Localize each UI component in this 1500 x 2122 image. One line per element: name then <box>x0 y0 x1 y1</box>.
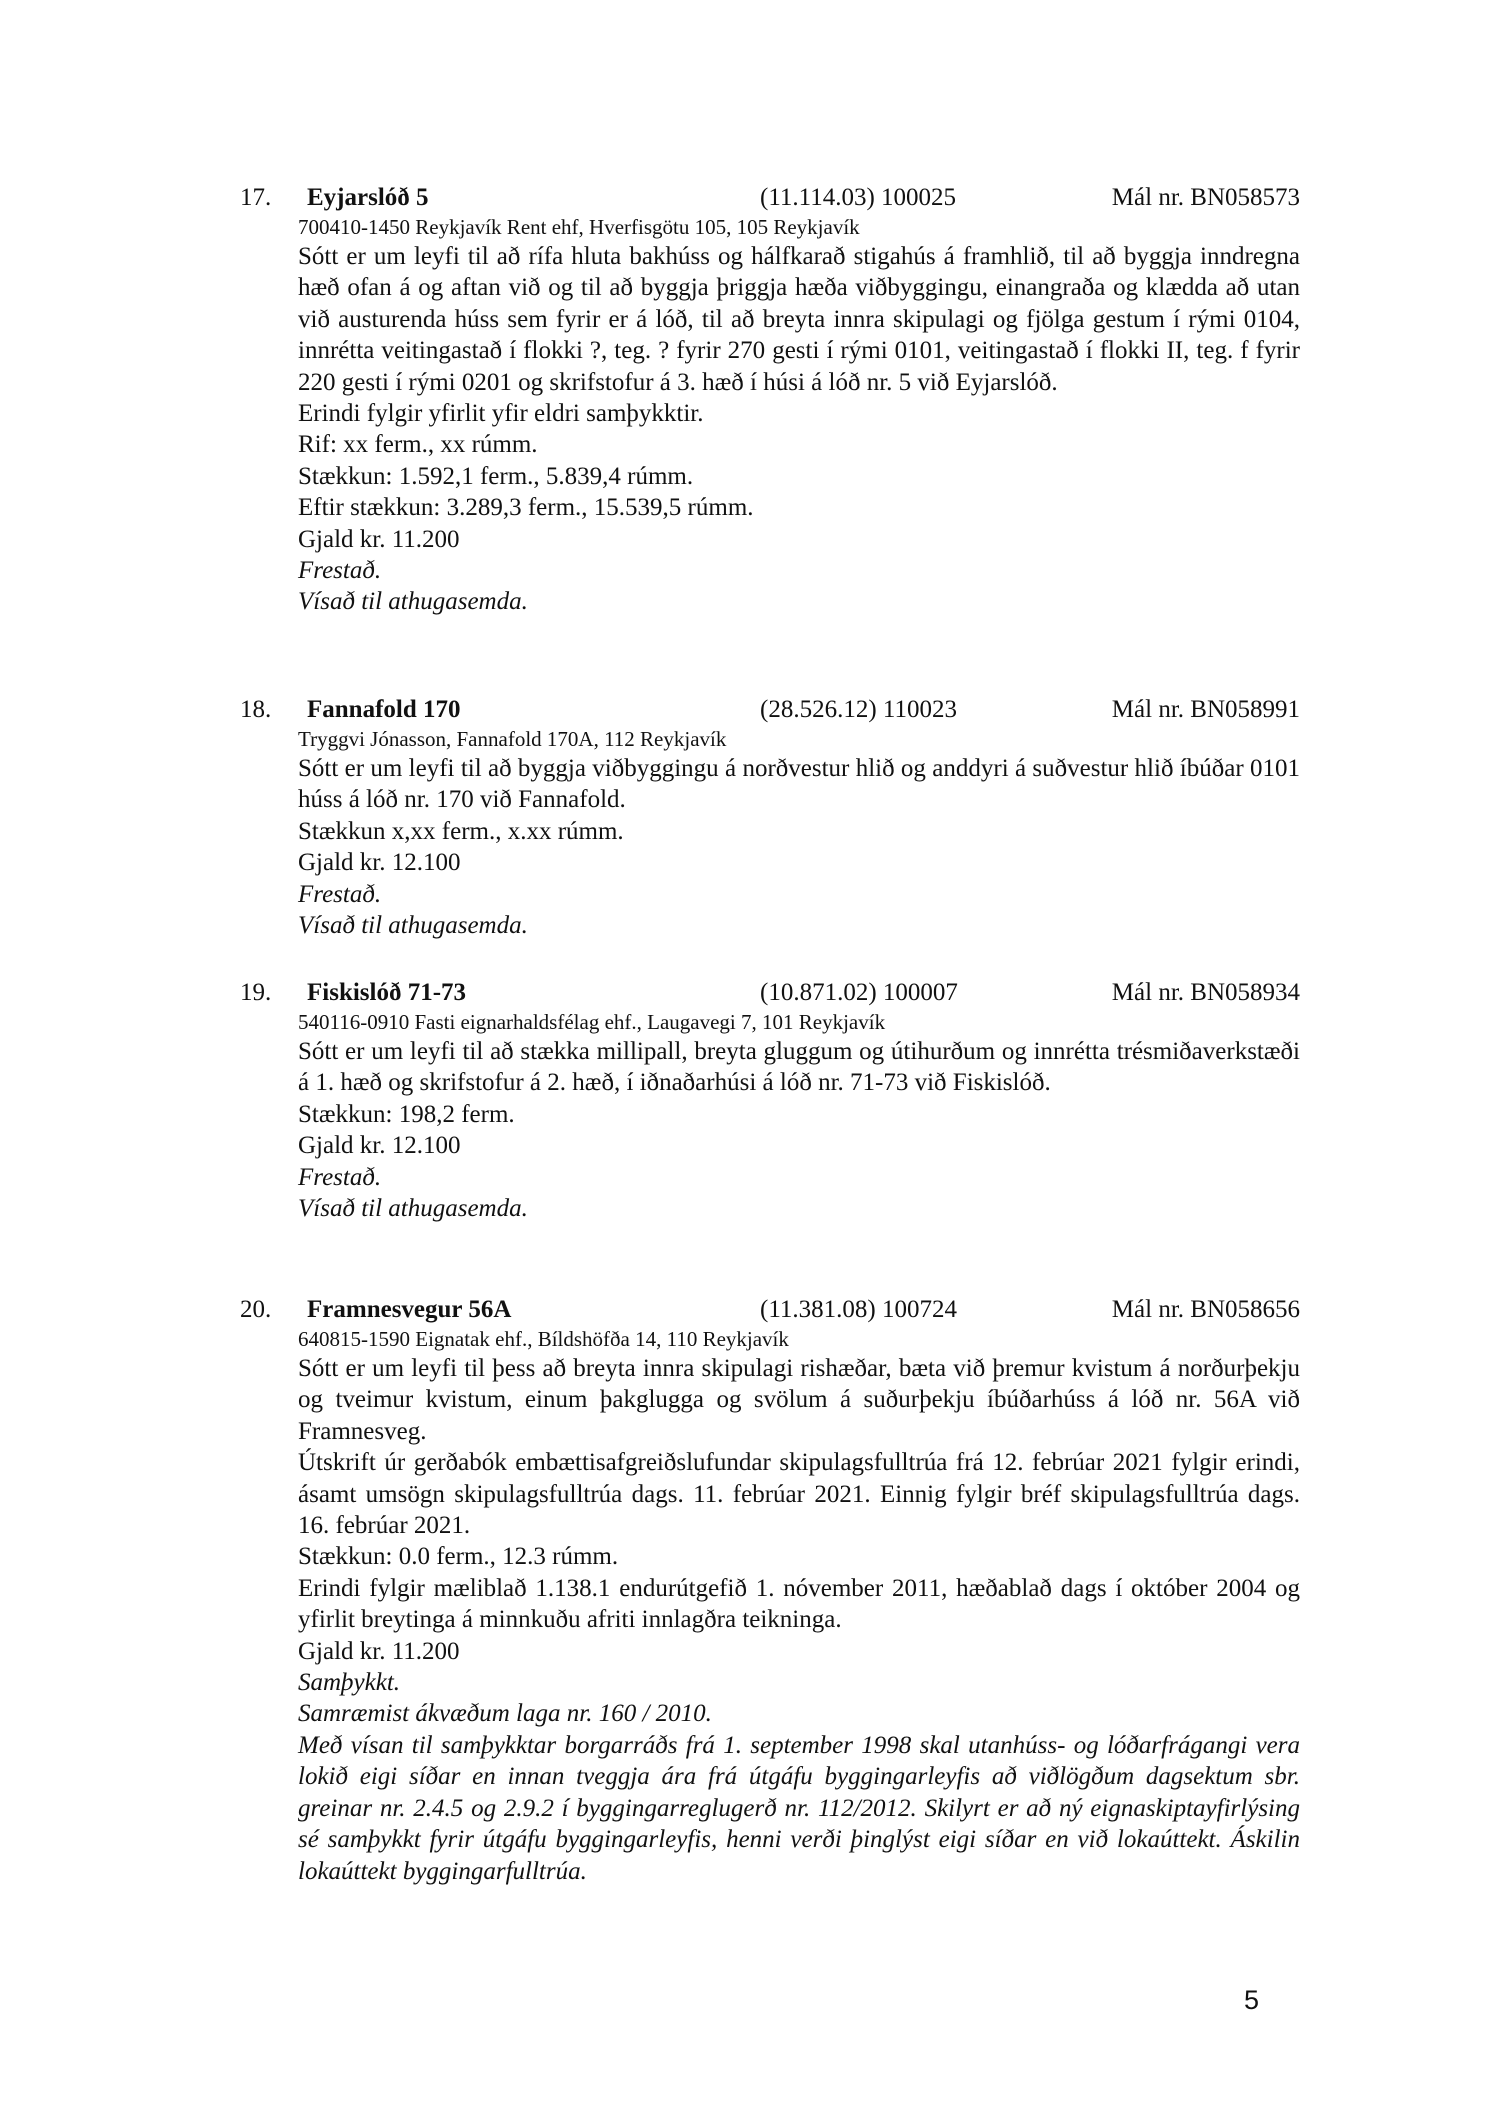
case-land-code: (10.871.02) 100007 <box>760 979 958 1006</box>
case-line: Erindi fylgir yfirlit yfir eldri samþykktir. <box>298 400 704 428</box>
case-item <box>240 182 1300 618</box>
case-title: Framnesvegur 56A <box>307 1296 512 1323</box>
case-decision: Vísað til athugasemda. <box>298 1195 528 1223</box>
case-description: Sótt er um leyfi til að rífa hluta bakhúss og hálfkarað stigahús á framhlið, til að byggja inndregna hæð ofan á og aftan við og til að byggja þriggja hæða viðbyggingu, einangraða og klædda að utan við austurenda húss sem fyrir er á lóð, til að breyta innra skipulagi og fjölga gestum í rými 0104, innrétta veitingastað í flokki ?, teg. ? fyrir 270 gesti í rými 0101, veitingastað í flokki II, teg. f fyrir 220 gesti í rými 0201 og skrifstofur á 3. hæð í húsi á lóð nr. 5 við Eyjarslóð. <box>298 243 1300 396</box>
case-item <box>240 1294 1300 1887</box>
case-body <box>298 1353 1300 1887</box>
case-applicant: 640815-1590 Eignatak ehf., Bíldshöfða 14, 110 Reykjavík <box>298 1327 789 1351</box>
case-decision: Frestað. <box>298 1163 382 1191</box>
case-attachment-note: Erindi fylgir mæliblað 1.138.1 endurútgefið 1. nóvember 2011, hæðablað dags í október 2004 og yfirlit breytinga á minnkuðu afriti innlagðra teikninga. <box>298 1574 1300 1634</box>
case-body <box>298 241 1300 618</box>
page-number: 5 <box>1244 1985 1260 2015</box>
case-line: Eftir stækkun: 3.289,3 ferm., 15.539,5 rúmm. <box>298 494 754 522</box>
case-line: Stækkun: 1.592,1 ferm., 5.839,4 rúmm. <box>298 462 694 490</box>
case-item <box>240 694 1300 941</box>
case-fee: Gjald kr. 12.100 <box>298 1132 461 1160</box>
case-title: Eyjarslóð 5 <box>307 184 429 211</box>
case-header <box>240 1294 1300 1326</box>
case-line: Rif: xx ferm., xx rúmm. <box>298 431 538 459</box>
case-applicant: Tryggvi Jónasson, Fannafold 170A, 112 Reykjavík <box>298 727 727 751</box>
case-line: Stækkun x,xx ferm., x.xx rúmm. <box>298 817 624 845</box>
case-land-code: (11.114.03) 100025 <box>760 184 957 211</box>
case-title: Fannafold 170 <box>307 696 461 723</box>
case-attachment-note: Útskrift úr gerðabók embættisafgreiðslufundar skipulagsfulltrúa frá 12. febrúar 2021 fylgir erindi, ásamt umsögn skipulagsfulltrúa dags. 11. febrúar 2021. Einnig fylgir bréf skipulagsfulltrúa dags. 16. febrúar 2021. <box>298 1449 1300 1540</box>
case-number: 17. <box>240 184 272 211</box>
case-file-number: Mál nr. BN058656 <box>1111 1296 1300 1323</box>
case-decision: Samræmist ákvæðum laga nr. 160 / 2010. <box>298 1700 712 1728</box>
case-decision: Vísað til athugasemda. <box>298 912 528 940</box>
case-applicant: 700410-1450 Reykjavík Rent ehf, Hverfisgötu 105, 105 Reykjavík <box>298 215 860 239</box>
case-number: 20. <box>240 1296 272 1323</box>
case-decision: Samþykkt. <box>298 1669 401 1697</box>
case-decision: Vísað til athugasemda. <box>298 588 528 616</box>
case-line: Stækkun: 198,2 ferm. <box>298 1100 515 1128</box>
case-description: Sótt er um leyfi til að byggja viðbyggingu á norðvestur hlið og anddyri á suðvestur hlið íbúðar 0101 húss á lóð nr. 170 við Fannafold. <box>298 755 1300 814</box>
case-item <box>240 977 1300 1224</box>
case-file-number: Mál nr. BN058991 <box>1111 696 1300 723</box>
case-number: 19. <box>240 979 272 1006</box>
case-decision-conditions: Með vísan til samþykktar borgarráðs frá 1. september 1998 skal utanhúss- og lóðarfrágangi vera lokið eigi síðar en innan tveggja ára frá útgáfu byggingarleyfis að viðlögðum dagsektum sbr. greinar nr. 2.4.5 og 2.9.2 í byggingarreglugerð nr. 112/2012. Skilyrt er að ný eignaskiptayfirlýsing sé samþykkt fyrir útgáfu byggingarleyfis, henni verði þinglýst eigi síðar en við lokaúttekt. Áskilin lokaúttekt byggingarfulltrúa. <box>298 1731 1300 1885</box>
case-decision: Frestað. <box>298 557 382 585</box>
case-description: Sótt er um leyfi til að stækka millipall, breyta gluggum og útihurðum og innrétta trésmiðaverkstæði á 1. hæð og skrifstofur á 2. hæð, í iðnaðarhúsi á lóð nr. 71-73 við Fiskislóð. <box>298 1038 1300 1097</box>
case-header <box>240 694 1300 726</box>
case-fee: Gjald kr. 11.200 <box>298 525 460 553</box>
case-header <box>240 977 1300 1009</box>
case-header <box>240 182 1300 214</box>
case-decision: Frestað. <box>298 880 382 908</box>
case-applicant: 540116-0910 Fasti eignarhaldsfélag ehf., Laugavegi 7, 101 Reykjavík <box>298 1010 886 1034</box>
case-description: Sótt er um leyfi til þess að breyta innra skipulagi rishæðar, bæta við þremur kvistum á norðurþekju og tveimur kvistum, einum þakglugga og svölum á suðurþekju íbúðarhúss á lóð nr. 56A við Framnesveg. <box>298 1355 1300 1445</box>
case-body <box>298 1036 1300 1224</box>
case-file-number: Mál nr. BN058934 <box>1111 979 1300 1006</box>
case-body <box>298 753 1300 941</box>
case-fee: Gjald kr. 12.100 <box>298 849 461 877</box>
case-fee: Gjald kr. 11.200 <box>298 1637 460 1665</box>
case-land-code: (28.526.12) 110023 <box>760 696 957 723</box>
case-number: 18. <box>240 696 272 723</box>
case-file-number: Mál nr. BN058573 <box>1111 184 1300 211</box>
case-line: Stækkun: 0.0 ferm., 12.3 rúmm. <box>298 1543 619 1571</box>
case-land-code: (11.381.08) 100724 <box>760 1296 957 1323</box>
case-title: Fiskislóð 71-73 <box>307 979 467 1006</box>
